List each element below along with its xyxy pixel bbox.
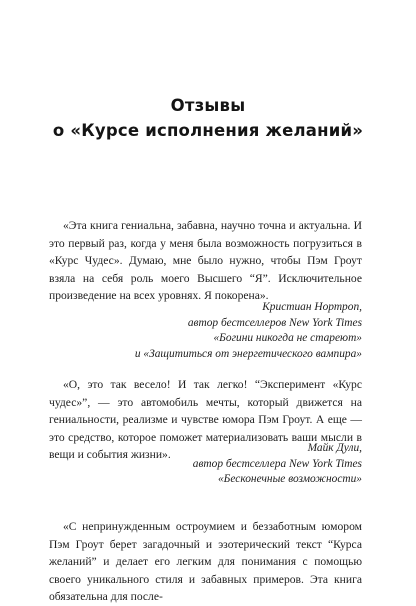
review-text: «С непринужденным остроумием и беззаботным юмором Пэм Гроут берет загадочный и эзотерический текст “Курса желаний” и делает его легким для понимания с помощью своего уникального стиля и забавных примеров. Эта книга обязательна для после- xyxy=(49,520,362,603)
page-title: Отзывы xyxy=(170,96,246,115)
review-author-book: «Богини никогда не стареют» xyxy=(213,332,362,344)
review-text: «О, это так весело! И так легко! “Эксперимент «Курс чудес»”, — это автомобиль мечты, который движется на гениальности, реализме и чувстве юмора Пэм Гроут. А еще — это средство, которое поможет материализовать ваши мысли в вещи и события жизни». xyxy=(49,378,362,461)
review-text: «Эта книга гениальна, забавна, научно точна и актуальна. И это первый раз, когда у меня была возможность погрузиться в «Курс Чудес». Думаю, мне было нужно, чтобы Пэм Гроут взяла на себя роль моего Высшего “Я”. Исключительное произведение на всех уровнях. Я покорена». xyxy=(49,219,362,302)
review-author: Кристиан Нортроп, xyxy=(262,301,362,313)
review-author-book: «Бесконечные возможности» xyxy=(217,473,362,485)
review-author-credit: автор бестселлера New York Times xyxy=(192,457,362,470)
review-author: Майк Дули, xyxy=(307,442,362,454)
review-author-book: и «Защититься от энергетического вампира» xyxy=(134,347,362,360)
review-attribution xyxy=(62,441,362,488)
review-quote xyxy=(49,217,362,305)
review-author-credit: автор бестселлеров New York Times xyxy=(187,316,362,329)
review-attribution xyxy=(62,300,362,362)
page-subtitle: о «Курсе исполнения желаний» xyxy=(52,121,364,140)
review-quote xyxy=(49,518,362,606)
